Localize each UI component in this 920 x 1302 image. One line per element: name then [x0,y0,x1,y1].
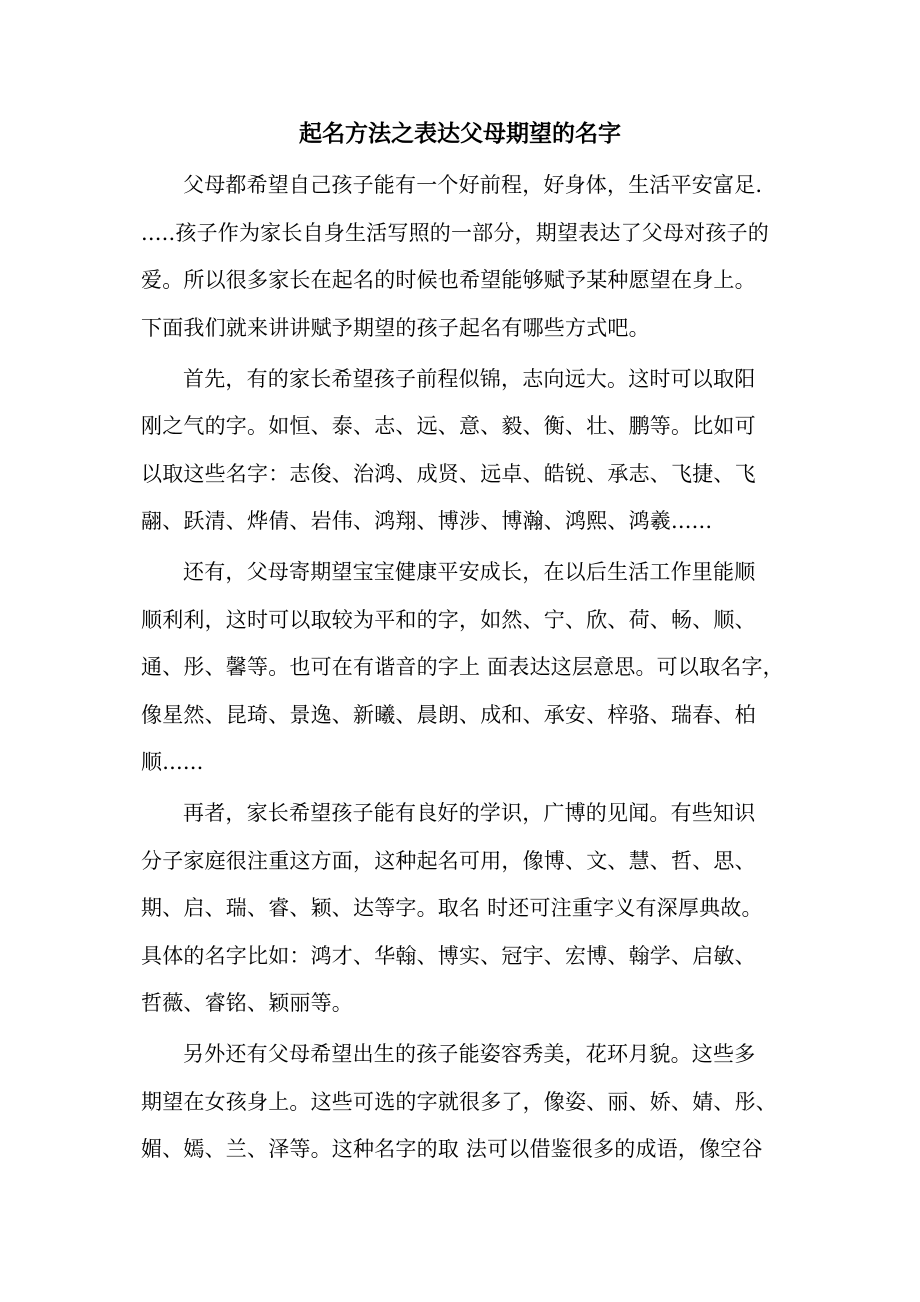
document-title: 起名方法之表达父母期望的名字 [299,120,621,147]
paragraph-2-line-1: 首先，有的家长希望孩子前程似锦，志向远大。这时可以取阳 [183,367,756,391]
paragraph-2-line-2: 刚之气的字。如恒、泰、志、远、意、毅、衡、壮、鹏等。比如可 [141,414,756,438]
paragraph-4-line-3: 期、启、瑞、睿、颖、达等字。取名 时还可注重字义有深厚典故。 [141,896,763,920]
paragraph-2-line-4: 翮、跃清、烨倩、岩伟、鸿翔、博涉、博瀚、鸿熙、鸿羲...... [141,509,713,533]
paragraph-1-line-4: 下面我们就来讲讲赋予期望的孩子起名有哪些方式吧。 [141,316,650,340]
paragraph-5-line-2: 期望在女孩身上。这些可选的字就很多了，像姿、丽、娇、婧、彤、 [141,1090,777,1114]
paragraph-2-line-3: 以取这些名字：志俊、治鸿、成贤、远卓、皓锐、承志、飞捷、飞 [141,462,756,486]
paragraph-1-line-2: .....孩子作为家长自身生活写照的一部分，期望表达了父母对孩子的 [141,221,769,245]
paragraph-3-line-3: 通、彤、馨等。也可在有谐音的字上 面表达这层意思。可以取名字， [141,655,784,679]
paragraph-4-line-5: 哲薇、睿铭、颖丽等。 [141,991,353,1015]
paragraph-4-line-4: 具体的名字比如：鸿才、华翰、博实、冠宇、宏博、翰学、启敏、 [141,944,756,968]
paragraph-3-line-4: 像星然、昆琦、景逸、新曦、晨朗、成和、承安、梓骆、瑞春、柏 [141,703,756,727]
paragraph-3-line-1: 还有，父母寄期望宝宝健康平安成长，在以后生活工作里能顺 [183,560,756,584]
paragraph-4-line-2: 分子家庭很注重这方面，这种起名可用，像博、文、慧、哲、思、 [141,849,756,873]
paragraph-1-line-1: 父母都希望自己孩子能有一个好前程，好身体，生活平安富足. [183,173,763,197]
paragraph-1-line-3: 爱。所以很多家长在起名的时候也希望能够赋予某种愿望在身上。 [141,268,756,292]
paragraph-5-line-1: 另外还有父母希望出生的孩子能姿容秀美，花环月貌。这些多 [183,1042,756,1066]
paragraph-4-line-1: 再者，家长希望孩子能有良好的学识，广博的见闻。有些知识 [183,801,756,825]
paragraph-5-line-3: 媚、嫣、兰、泽等。这种名字的取 法可以借鉴很多的成语，像空谷 [141,1137,763,1161]
paragraph-3-line-5: 顺...... [141,750,204,774]
paragraph-3-line-2: 顺利利，这时可以取较为平和的字，如然、宁、欣、荷、畅、顺、 [141,608,756,632]
